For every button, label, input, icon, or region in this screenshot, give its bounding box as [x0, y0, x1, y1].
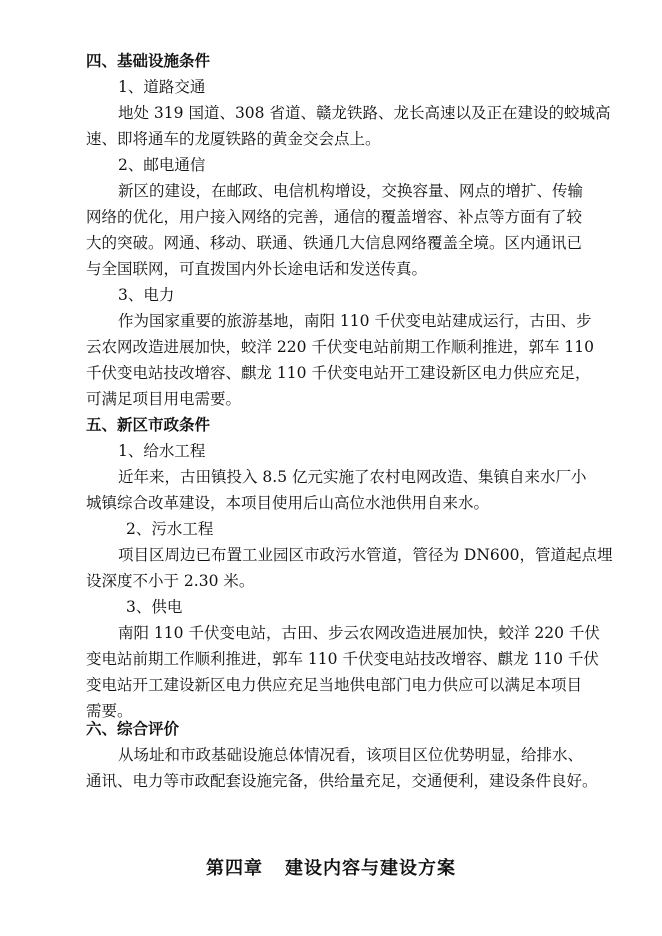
paragraph-line: 新区的建设，在邮政、电信机构增设，交换容量、网点的增扩、传输	[118, 182, 584, 200]
paragraph-line: 设深度不小于 2.30 米。	[86, 572, 255, 590]
paragraph-line: 需要。	[86, 702, 133, 720]
chapter-name: 建设内容与建设方案	[285, 858, 456, 879]
paragraph-line: 南阳 110 千伏变电站，古田、步云农网改造进展加快，蛟洋 220 千伏	[118, 624, 600, 642]
subheading-post: 2、邮电通信	[118, 156, 206, 174]
chapter-number: 第四章	[206, 858, 263, 879]
paragraph-line: 城镇综合改革建设，本项目使用后山高位水池供用自来水。	[86, 494, 490, 512]
paragraph-line: 与全国联网，可直拨国内外长途电话和发送传真。	[86, 260, 428, 278]
paragraph-line: 变电站开工建设新区电力供应充足当地供电部门电力供应可以满足本项目	[86, 676, 583, 694]
paragraph-line: 变电站前期工作顺利推进，郭车 110 千伏变电站技改增容、麒龙 110 千伏	[86, 650, 599, 668]
paragraph-line: 项目区周边已布置工业园区市政污水管道，管径为 DN600，管道起点埋	[118, 546, 613, 564]
paragraph-line: 近年来，古田镇投入 8.5 亿元实施了农村电网改造、集镇自来水厂小	[118, 468, 587, 486]
paragraph-line: 大的突破。网通、移动、联通、铁通几大信息网络覆盖全境。区内通讯已	[86, 234, 583, 252]
paragraph-line: 从场址和市政基础设施总体情况看，该项目区位优势明显，给排水、	[118, 746, 584, 764]
chapter-title	[0, 854, 662, 880]
section-heading-municipal: 五、新区市政条件	[86, 416, 211, 434]
subheading-sewage: 2、污水工程	[126, 520, 214, 538]
paragraph-line: 网络的优化，用户接入网络的完善，通信的覆盖增容、补点等方面有了较	[86, 208, 583, 226]
paragraph-line: 云农网改造进展加快，蛟洋 220 千伏变电站前期工作顺利推进，郭车 110	[86, 338, 594, 356]
paragraph-line: 千伏变电站技改增容、麒龙 110 千伏变电站开工建设新区电力供应充足，	[86, 364, 591, 382]
subheading-roads: 1、道路交通	[118, 78, 206, 96]
subheading-water: 1、给水工程	[118, 442, 206, 460]
section-heading-evaluation: 六、综合评价	[86, 720, 180, 738]
paragraph-line: 作为国家重要的旅游基地，南阳 110 千伏变电站建成运行，古田、步	[118, 312, 592, 330]
paragraph-line: 速、即将通车的龙厦铁路的黄金交会点上。	[86, 130, 381, 148]
paragraph-line: 通讯、电力等市政配套设施完备，供给量充足，交通便利，建设条件良好。	[86, 772, 598, 790]
section-heading-infrastructure: 四、基础设施条件	[86, 52, 211, 70]
subheading-power: 3、电力	[118, 286, 175, 304]
paragraph-line: 地处 319 国道、308 省道、赣龙铁路、龙长高速以及正在建设的蛟城高	[118, 104, 611, 122]
subheading-supply: 3、供电	[126, 598, 183, 616]
paragraph-line: 可满足项目用电需要。	[86, 390, 242, 408]
